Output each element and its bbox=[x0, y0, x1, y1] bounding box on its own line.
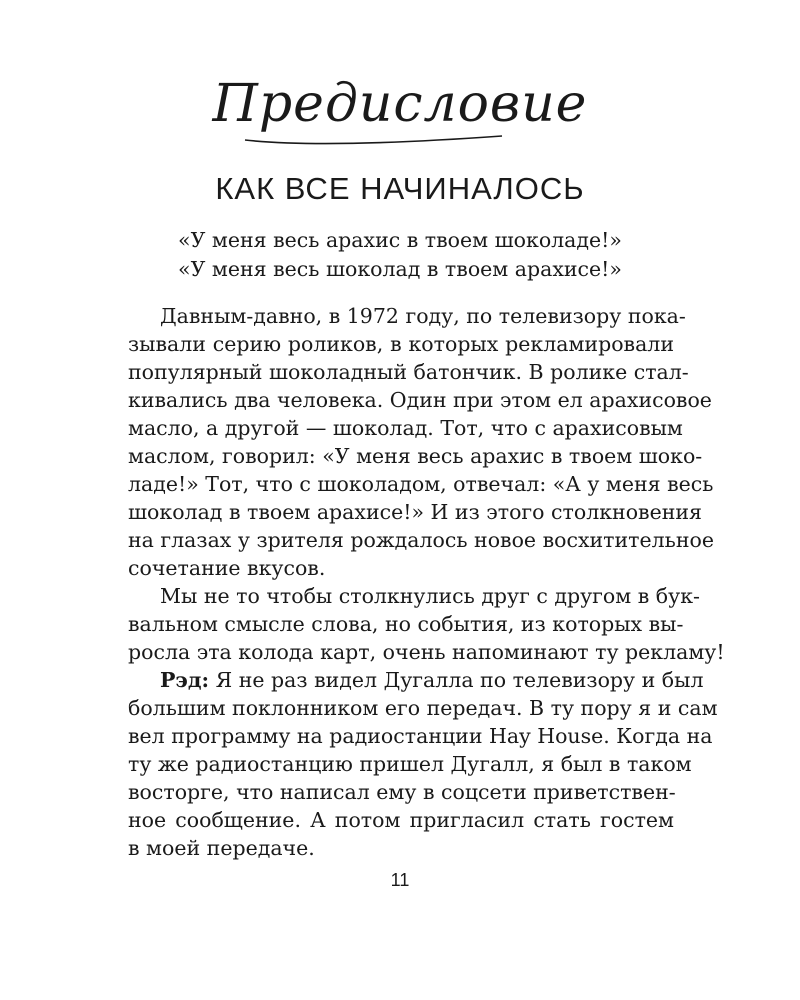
epigraph-line: «У меня весь арахис в твоем шоколаде!» bbox=[178, 228, 622, 252]
text-line: ное сообщение. А потом пригласил стать гостем bbox=[128, 808, 674, 832]
section-heading: КАК ВСЕ НАЧИНАЛОСЬ bbox=[215, 171, 585, 206]
text-line: сочетание вкусов. bbox=[128, 556, 326, 580]
text-line: масло, а другой — шоколад. Тот, что с арахисовым bbox=[128, 416, 683, 440]
title-flourish bbox=[240, 128, 510, 148]
text-line: зывали серию роликов, в которых рекламировали bbox=[128, 332, 674, 356]
body-text bbox=[128, 302, 725, 862]
speaker-name: Рэд: bbox=[160, 668, 210, 692]
chapter-title: Предисловие bbox=[212, 74, 588, 134]
text-line: Мы не то чтобы столкнулись друг с другом в бук- bbox=[160, 584, 700, 608]
text-line: маслом, говорил: «У меня весь арахис в твоем шоко- bbox=[128, 444, 703, 468]
text-line: шоколад в твоем арахисе!» И из этого столкновения bbox=[128, 500, 702, 524]
text-line: кивались два человека. Один при этом ел арахисовое bbox=[128, 388, 712, 412]
text-line: большим поклонником его передач. В ту пору я и сам bbox=[128, 696, 718, 720]
text-line: в моей передаче. bbox=[128, 836, 315, 860]
epigraph bbox=[0, 226, 800, 284]
text-fragment: Я не раз видел Дугалла по телевизору и был bbox=[209, 668, 704, 692]
text-line: Давным-давно, в 1972 году, по телевизору пока- bbox=[160, 304, 686, 328]
text-line: ладе!» Тот, что с шоколадом, отвечал: «А у меня весь bbox=[128, 472, 714, 496]
page-number: 11 bbox=[390, 870, 410, 890]
epigraph-line: «У меня весь шоколад в твоем арахисе!» bbox=[178, 257, 622, 281]
text-line: вел программу на радиостанции Hay House. Когда на bbox=[128, 724, 713, 748]
text-line: ту же радиостанцию пришел Дугалл, я был в таком bbox=[128, 752, 692, 776]
text-line: популярный шоколадный батончик. В ролике стал- bbox=[128, 360, 689, 384]
text-line: росла эта колода карт, очень напоминают ту рекламу! bbox=[128, 640, 725, 664]
text-line: восторге, что написал ему в соцсети приветствен- bbox=[128, 780, 676, 804]
text-line bbox=[128, 666, 704, 694]
text-line: вальном смысле слова, но события, из которых вы- bbox=[128, 612, 684, 636]
text-line: на глазах у зрителя рождалось новое восхитительное bbox=[128, 528, 714, 552]
